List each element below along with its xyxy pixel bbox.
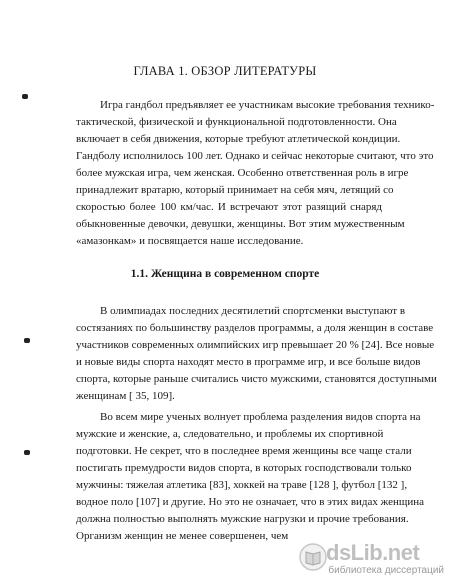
text-line: постигать премудрости видов спорта, в которых господствовали только [76, 462, 412, 474]
section-title: 1.1. Женщина в современном спорте [130, 268, 320, 280]
text-line: обыкновенные девочки, девушки, женщины. Вот этим мужественным [76, 218, 405, 230]
chapter-heading: ГЛАВА 1. ОБЗОР ЛИТЕРАТУРЫ [133, 64, 317, 78]
margin-mark [24, 338, 30, 343]
watermark-site: dsLib.net [326, 540, 420, 565]
text-line: «амазонкам» и посвящается наше исследование. [76, 235, 304, 247]
text-line: Игра гандбол предъявляет ее участникам высокие требования технико- [100, 99, 435, 111]
text-line: состязаниях по большинству разделов программы, а доля женщин в составе [76, 322, 434, 334]
text-line: мужчины: тяжелая атлетика [83], хоккей на траве [128 ], футбол [132 ], [76, 479, 408, 491]
text-line: включает в себя движения, которые требуют атлетической кондиции. [76, 133, 401, 145]
margin-mark [24, 450, 30, 455]
text-line: В олимпиадах последних десятилетий спортсменки выступают в [100, 305, 406, 317]
watermark [298, 540, 444, 576]
text-line: участников современных олимпийских игр превышает 20 % [24]. Все новые [76, 339, 435, 351]
text-line: мужские и женские, а, следовательно, и проблемы их спортивной [76, 428, 384, 440]
text-line: Организм женщин не менее совершенен, чем [76, 530, 289, 542]
margin-mark [22, 94, 28, 99]
text-line: Гандболу исполнилось 100 лет. Однако и сейчас некоторые считают, что это [76, 150, 434, 162]
text-line: женщинам [ 35, 109]. [76, 390, 175, 402]
text-line: более мужская игра, чем женская. Особенно ответственная роль в игре [76, 167, 409, 179]
text-line: водное поло [107] и другие. Но это не означает, что в этих видах женщина [76, 496, 424, 508]
text-line: тактической, физической и функциональной подготовленности. Она [76, 116, 397, 128]
text-line: и новые виды спорта находят место в программе игр, и все больше видов [76, 356, 421, 368]
text-line: спорта, которые раньше считались чисто мужскими, становятся доступными [76, 373, 437, 385]
text-line: Во всем мире ученых волнует проблема разделения видов спорта на [100, 411, 421, 423]
text-line: скоростью более 100 км/час. И встречают этот разящий снаряд [76, 201, 382, 213]
text-line: подготовки. Не секрет, что в последнее время женщины все чаще стали [76, 445, 412, 457]
text-line: принадлежит вратарю, который принимает на себя мяч, летящий со [76, 184, 394, 196]
watermark-caption: библиотека диссертаций [328, 565, 444, 576]
text-line: должна полностью выполнять мужские нагрузки и прочие требования. [76, 513, 409, 525]
